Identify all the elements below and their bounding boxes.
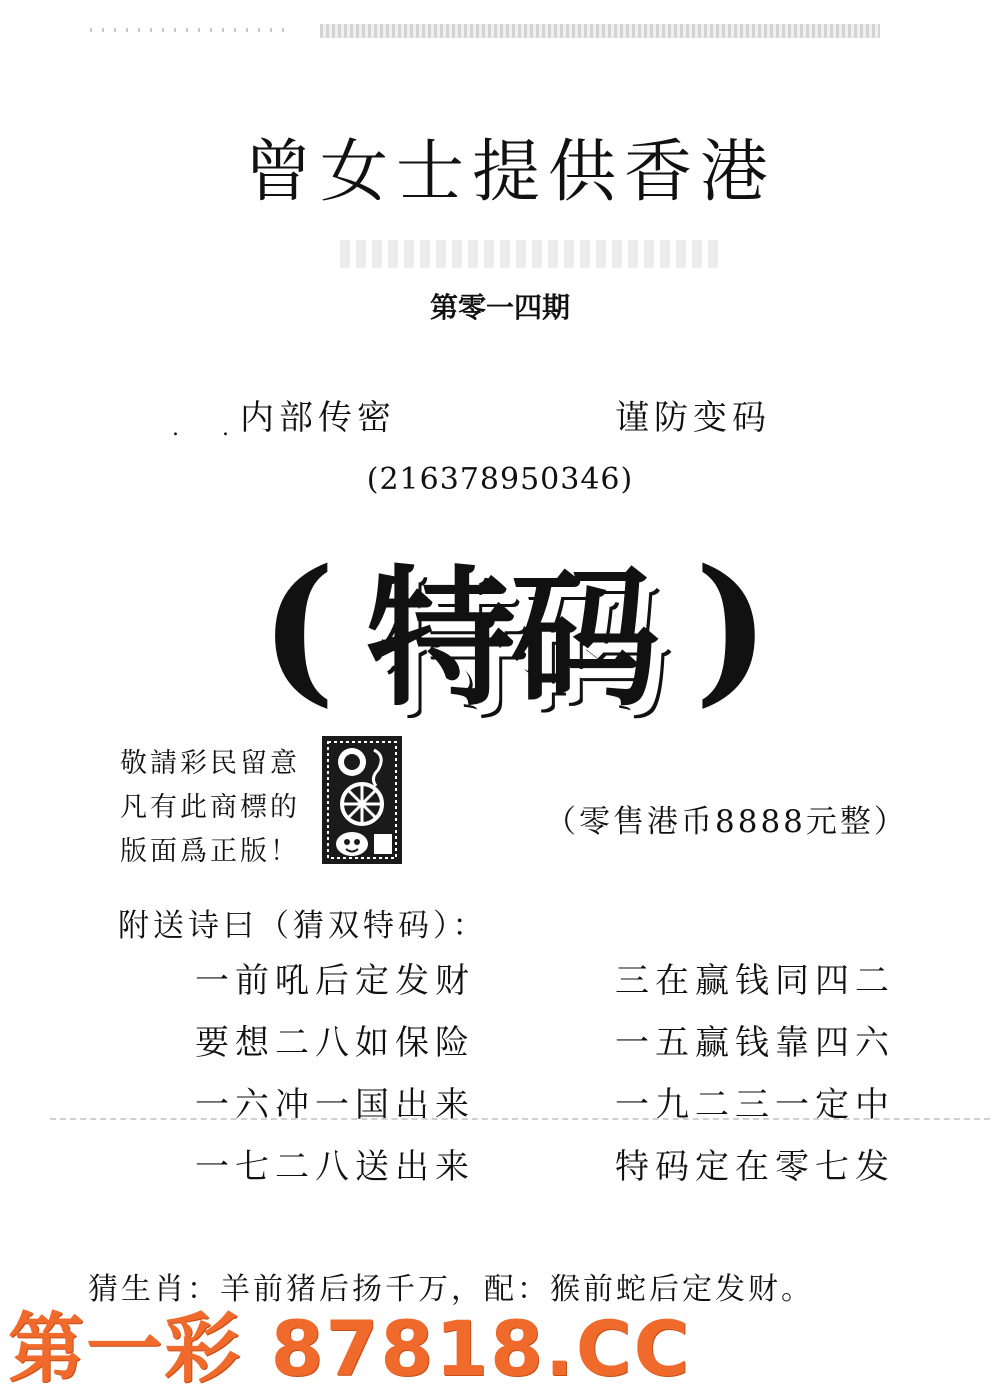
poem-grid	[195, 958, 935, 1190]
page-title: 曾女士提供香港	[243, 133, 776, 212]
notice-line: 凡有此商標的	[120, 792, 300, 823]
divider	[50, 1118, 990, 1120]
poem-line-right: 三在赢钱同四二	[615, 961, 895, 1001]
notice-line: 敬請彩民留意	[120, 748, 300, 779]
poem-title: 附送诗曰（猜双特码）：	[118, 908, 488, 944]
poem-line-left: 一前吼后定发财	[195, 961, 475, 1001]
poem-line-left: 一七二八送出来	[195, 1147, 475, 1187]
poem-line-right: 特码定在零七发	[615, 1147, 895, 1187]
special-code-banner	[250, 534, 770, 738]
site-watermark: 第一彩 87818.CC	[8, 1304, 692, 1388]
zodiac-hint: 猜生肖：羊前猪后扬千万，配：猴前蛇后定发财。	[88, 1272, 814, 1307]
authenticity-notice	[120, 742, 320, 874]
poem-line-left: 一六冲一国出来	[195, 1085, 475, 1125]
issue-number: 第零一四期	[429, 292, 570, 323]
faded-ghost-text	[340, 240, 720, 268]
guard-tag: 谨防变码	[615, 398, 771, 438]
scan-noise-dots	[90, 28, 290, 32]
retail-price: （零售港币8888元整）	[545, 804, 908, 840]
poem-line-right: 一九二三一定中	[615, 1085, 895, 1125]
banner-word: 特码	[365, 551, 654, 727]
code-number: (216378950346)	[366, 462, 634, 497]
trademark-stamp-icon	[322, 736, 402, 864]
internal-tag: 内部传密	[240, 398, 396, 438]
banner-right-paren: )	[694, 534, 770, 722]
notice-line: 版面爲正版！	[120, 836, 300, 867]
scan-noise-strip	[320, 24, 880, 38]
poem-line-right: 一五赢钱靠四六	[615, 1023, 895, 1063]
bullet-dots: . .	[172, 416, 247, 441]
poem-line-left: 要想二八如保险	[195, 1023, 475, 1063]
banner-left-paren: (	[260, 534, 336, 722]
